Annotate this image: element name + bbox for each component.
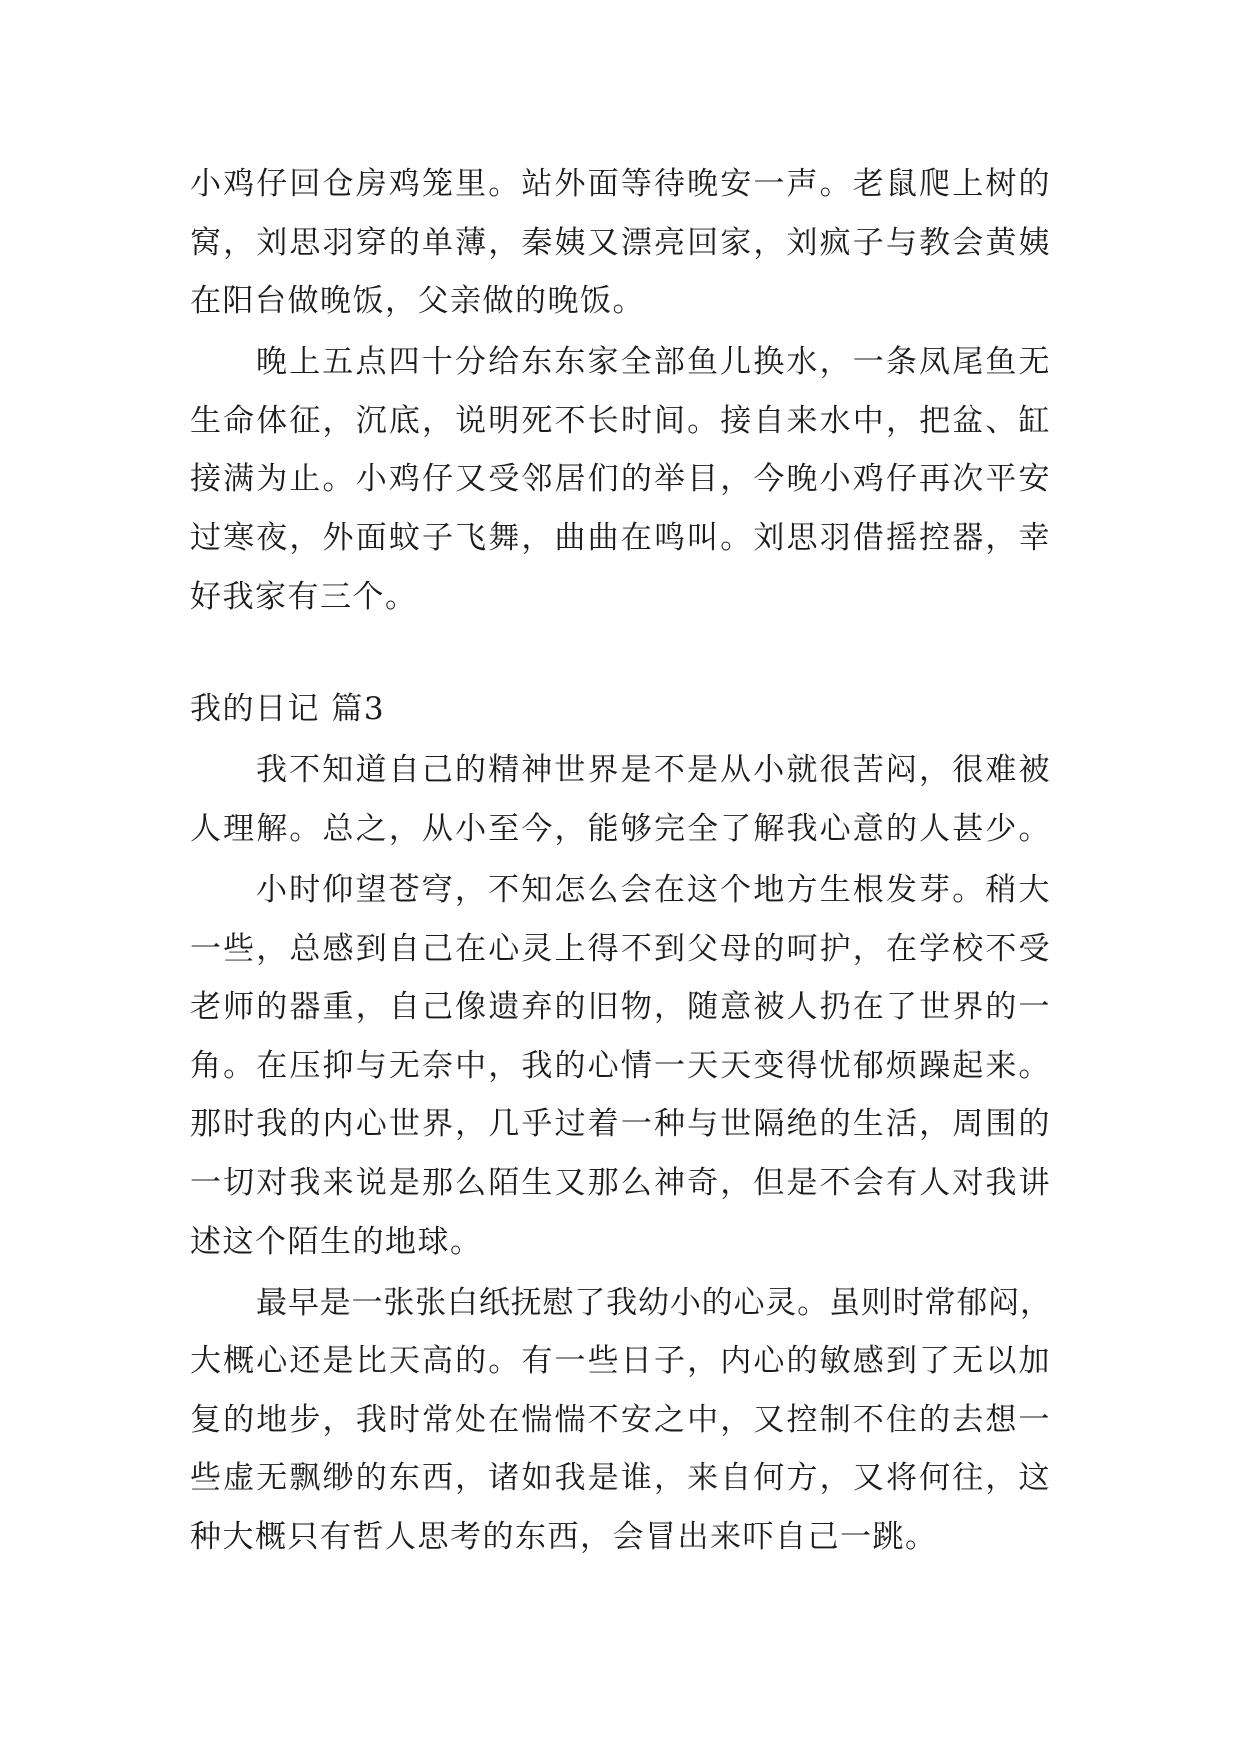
- text-line: 最早是一张张白纸抚慰了我幼小的心灵。虽则时常郁闷，: [256, 1284, 1051, 1321]
- paragraph: [190, 333, 1051, 626]
- text-line: 小时仰望苍穹，不知怎么会在这个地方生根发芽。稍大: [256, 872, 1051, 909]
- entry-heading: 我的日记 篇3: [190, 691, 386, 728]
- text-line: 一些，总感到自己在心灵上得不到父母的呵护，在学校不受: [190, 930, 1051, 967]
- document-body: [190, 155, 1051, 1567]
- text-line: 我不知道自己的精神世界是不是从小就很苦闷，很难被: [256, 752, 1051, 789]
- text-line: 述这个陌生的地球。: [190, 1223, 483, 1260]
- text-line: 一切对我来说是那么陌生又那么神奇，但是不会有人对我讲: [190, 1165, 1051, 1201]
- text-line: 角。在压抑与无奈中，我的心情一天天变得忧郁烦躁起来。: [190, 1047, 1051, 1084]
- text-line: 在阳台做晚饭，父亲做的晚饭。: [190, 283, 645, 320]
- paragraph: [190, 1274, 1051, 1567]
- text-line: 老师的器重，自己像遗弃的旧物，随意被人扔在了世界的一: [190, 989, 1051, 1026]
- text-line: 那时我的内心世界，几乎过着一种与世隔绝的生活，周围的: [190, 1106, 1051, 1143]
- text-line: 接满为止。小鸡仔又受邻居们的举目，今晚小鸡仔再次平安: [190, 461, 1051, 498]
- paragraph: [190, 741, 1051, 858]
- paragraph: [190, 155, 1051, 331]
- text-line: 好我家有三个。: [190, 578, 418, 615]
- text-line: 复的地步，我时常处在惴惴不安之中，又控制不住的去想一: [190, 1401, 1051, 1438]
- text-line: 些虚无飘缈的东西，诸如我是谁，来自何方，又将何往，这: [190, 1460, 1051, 1497]
- text-line: 生命体征，沉底，说明死不长时间。接自来水中，把盆、缸: [190, 402, 1051, 439]
- text-line: 大概心还是比天高的。有一些日子，内心的敏感到了无以加: [190, 1343, 1051, 1380]
- text-line: 人理解。总之，从小至今，能够完全了解我心意的人甚少。: [190, 810, 1051, 847]
- text-line: 窝，刘思羽穿的单薄，秦姨又漂亮回家，刘疯子与教会黄姨: [190, 224, 1051, 261]
- text-line: 种大概只有哲人思考的东西，会冒出来吓自己一跳。: [190, 1519, 938, 1556]
- text-line: 晚上五点四十分给东东家全部鱼儿换水，一条凤尾鱼无: [256, 344, 1051, 381]
- paragraph: [190, 861, 1051, 1271]
- text-line: 过寒夜，外面蚊子飞舞，曲曲在鸣叫。刘思羽借摇控器，幸: [190, 520, 1051, 557]
- text-line: 小鸡仔回仓房鸡笼里。站外面等待晚安一声。老鼠爬上树的: [190, 166, 1051, 202]
